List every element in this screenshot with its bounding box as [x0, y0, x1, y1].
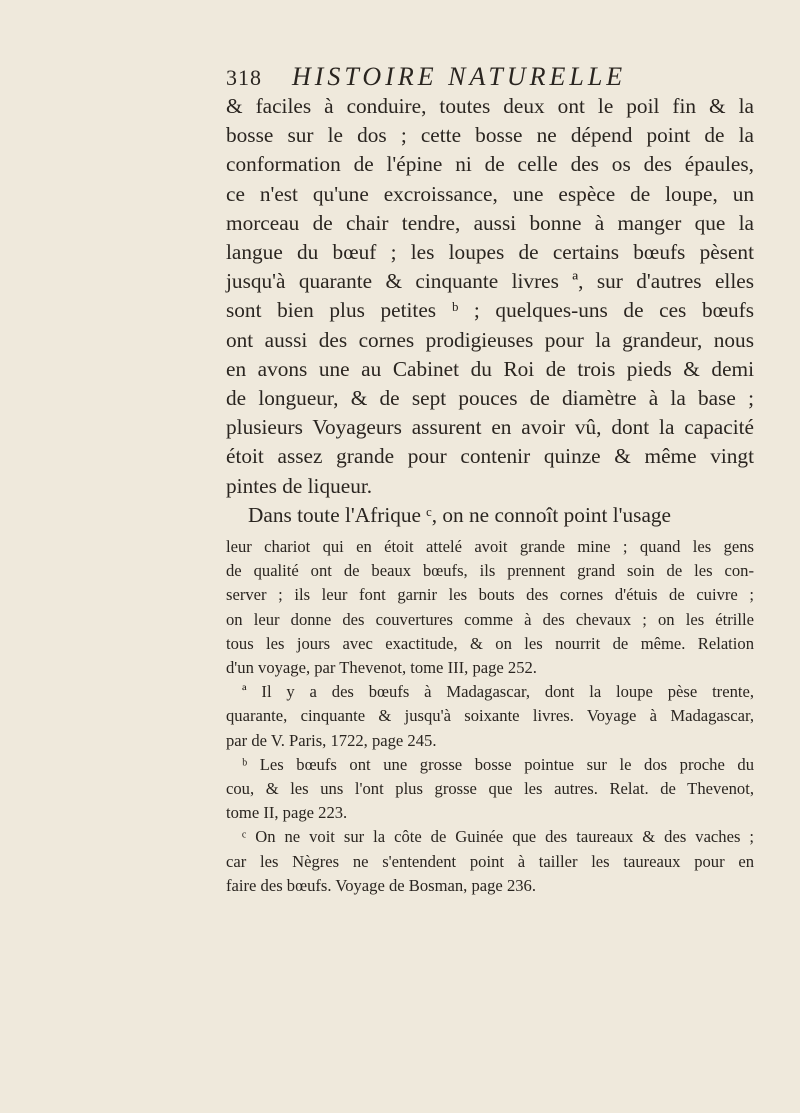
text-line: sont bien plus petites ᵇ ; quelques-uns de ces bœufs: [226, 298, 754, 323]
footnote-line: server ; ils leur font garnir les bouts des cornes d'étuis de cuivre ;: [226, 585, 754, 605]
text-line: Dans toute l'Afrique ᶜ, on ne connoît point l'usage: [248, 502, 672, 527]
text-line: & faciles à conduire, toutes deux ont le poil fin & la: [226, 94, 754, 118]
page-number: 318: [226, 65, 262, 90]
footnote-line: quarante, cinquante & jusqu'à soixante livres. Voyage à Madagascar,: [226, 706, 754, 726]
footnote-line: par de V. Paris, 1722, page 245.: [226, 730, 437, 750]
text-line: ont aussi des cornes prodigieuses pour la grandeur, nous: [226, 327, 754, 352]
footnote-line: tome II, page 223.: [226, 803, 348, 823]
running-head: HISTOIRE NATURELLE: [292, 62, 627, 91]
footnote-line: ᶜ On ne voit sur la côte de Guinée que des taureaux & des vaches ;: [242, 827, 754, 847]
text-line: de longueur, & de sept pouces de diamètre à la base ;: [226, 386, 754, 411]
footnote-line: tous les jours avec exactitude, & on les nourrit de même. Relation: [226, 633, 754, 653]
footnote-line: on leur donne des couvertures comme à des chevaux ; on les étrille: [226, 609, 754, 629]
footnote-line: ᵇ Les bœufs ont une grosse bosse pointue sur le dos proche du: [242, 754, 754, 774]
footnotes: [226, 535, 754, 898]
text-line: pintes de liqueur.: [226, 473, 373, 498]
text-line: ce n'est qu'une excroissance, une espèce de loupe, un: [226, 181, 754, 206]
text-line: plusieurs Voyageurs assurent en avoir vû, dont la capacité: [226, 415, 754, 440]
footnote-line: faire des bœufs. Voyage de Bosman, page 236.: [226, 875, 536, 895]
footnote-line: leur chariot qui en étoit attelé avoit grande mine ; quand les gens: [226, 537, 754, 556]
footnote-line: cou, & les uns l'ont plus grosse que les autres. Relat. de Thevenot,: [226, 779, 754, 799]
text-line: bosse sur le dos ; cette bosse ne dépend point de la: [226, 123, 754, 148]
footnote-line: ª Il y a des bœufs à Madagascar, dont la loupe pèse trente,: [242, 682, 754, 702]
text-line: en avons une au Cabinet du Roi de trois pieds & demi: [226, 356, 754, 381]
footnote-line: d'un voyage, par Thevenot, tome III, page 252.: [226, 658, 537, 678]
text-line: langue du bœuf ; les loupes de certains bœufs pèsent: [226, 240, 754, 265]
footnote-line: de qualité ont de beaux bœufs, ils prennent grand soin de les con-: [226, 561, 754, 581]
text-line: conformation de l'épine ni de celle des os des épaules,: [226, 152, 754, 177]
text-line: étoit assez grande pour contenir quinze & même vingt: [226, 444, 754, 469]
main-text: [226, 92, 754, 530]
footnote-line: car les Nègres ne s'entendent point à tailler les taureaux pour en: [226, 851, 754, 871]
text-line: jusqu'à quarante & cinquante livres ª, sur d'autres elles: [226, 269, 754, 294]
text-line: morceau de chair tendre, aussi bonne à manger que la: [226, 210, 754, 235]
